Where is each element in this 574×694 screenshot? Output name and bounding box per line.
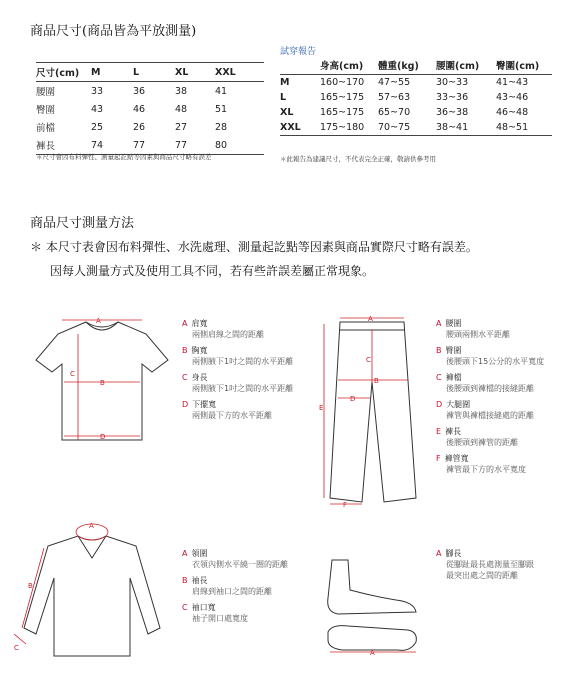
table-row [280,120,552,136]
table-cell: 46~48 [496,107,529,118]
table-row [36,82,264,101]
legend-name: 袖長 [191,576,208,585]
shirt-label-a: A [89,522,94,530]
table-row [36,118,264,136]
legend-item [182,399,302,421]
legend-name: 身長 [191,373,208,382]
legend-item [436,426,572,448]
legend-name: 褲長 [445,427,462,436]
legend-name: 腰圍 [445,319,462,328]
legend-item [182,575,302,597]
legend-item [182,345,302,367]
legend-key: F [436,454,441,463]
pants-label-f: F [343,501,348,508]
shirt-legend [182,548,302,629]
legend-desc: 後腰頭到褲管的距離 [446,438,518,447]
legend-item [436,318,572,340]
legend-desc: 兩側最下方的水平距離 [192,411,272,420]
table-cell: 腰圍 [36,87,56,98]
table-cell: 38 [175,85,188,97]
table-cell: 43 [91,103,104,115]
pants-figure [316,312,434,508]
trial-header [280,56,320,75]
legend-name: 褲管寬 [444,454,469,463]
size-table [36,62,264,155]
legend-name: 腳長 [445,549,462,558]
method-line-1: ＊ 本尺寸表會因布料彈性、水洗處理、測量起訖點等因素與商品實際尺寸略有誤差。 [30,240,478,254]
table-cell: 臀圍 [36,105,56,116]
size-header: XL [175,66,189,78]
table-cell: M [280,77,290,88]
table-cell: 77 [175,139,188,151]
legend-key: C [182,373,188,382]
legend-name: 袖口寬 [191,603,216,612]
trial-header: 體重(kg) [378,61,419,72]
table-row [280,90,552,105]
size-header: L [133,66,140,78]
pants-legend [436,318,572,480]
legend-item [182,318,302,340]
legend-name: 領圍 [191,549,208,558]
tshirt-label-c: C [70,370,75,378]
shirt-label-b: B [28,582,33,590]
legend-item [182,602,302,624]
pants-label-b: B [374,377,379,385]
method-title: 商品尺寸測量方法 [30,216,135,231]
legend-desc: 兩側腋下1吋之間的水平距離 [192,384,294,393]
tshirt-label-d: D [100,433,106,441]
size-note: ＊尺寸會因布料彈性、測量起訖點等因素與商品尺寸略有誤差 [36,153,212,161]
table-cell: 74 [91,139,104,151]
table-cell: 前檔 [36,123,56,134]
table-cell: 27 [175,121,188,133]
pants-label-e: E [319,404,324,412]
legend-key: A [182,319,188,328]
table-cell: 77 [133,139,146,151]
trial-header: 臀圍(cm) [496,61,540,72]
pants-label-a: A [368,315,373,323]
legend-key: E [436,427,442,436]
legend-key: C [182,603,188,612]
legend-key: A [182,549,188,558]
table-row [36,100,264,118]
legend-item [436,453,572,475]
legend-key: D [436,400,443,409]
table-cell: 43~46 [496,92,529,103]
table-cell: 41 [215,85,228,97]
table-cell: 36~38 [436,107,469,118]
table-cell: 33 [91,85,104,97]
table-cell: L [280,92,287,103]
table-cell: XXL [280,122,301,133]
legend-desc: 兩側腋下1吋之間的水平距離 [192,357,294,366]
legend-item [436,345,572,367]
table-cell: 51 [215,103,228,115]
table-cell: XL [280,107,294,118]
table-cell: 165~175 [320,107,365,118]
legend-name: 下擺寬 [192,400,217,409]
trial-note: ＊此報告為建議尺寸，不代表完全正確，敬請供參考用 [280,155,436,163]
legend-key: C [436,373,442,382]
trial-header: 腰圍(cm) [436,61,480,72]
table-cell: 46 [133,103,146,115]
size-header: M [91,66,101,78]
pants-label-c: C [366,356,371,364]
shirt-figure [8,518,174,658]
legend-item [436,548,572,581]
table-cell: 165~175 [320,92,365,103]
legend-name: 臀圍 [445,346,462,355]
legend-item [436,399,572,421]
tshirt-legend [182,318,302,426]
legend-key: D [182,400,189,409]
tshirt-figure [28,312,176,452]
size-table-title: 商品尺寸(商品皆為平放測量) [30,24,197,39]
legend-desc: 褲管與褲檔接縫處的距離 [446,411,534,420]
table-cell: 28 [215,121,228,133]
legend-name: 胸寬 [191,346,208,355]
legend-desc: 後腰頭到褲檔的接縫距離 [446,384,534,393]
table-cell: 38~41 [436,122,469,133]
table-cell: 65~70 [378,107,411,118]
trial-report-title: 試穿報告 [280,47,317,57]
legend-desc: 褲管最下方的水平寬度 [446,465,526,474]
legend-item [182,548,302,570]
tshirt-label-b: B [100,379,105,387]
pants-label-d: D [350,395,356,403]
legend-name: 大腿圍 [446,400,471,409]
table-cell: 70~75 [378,122,411,133]
legend-desc: 腰頭兩側水平距離 [446,330,510,339]
size-header: XXL [215,66,236,78]
legend-key: B [182,346,188,355]
table-cell: 26 [133,121,146,133]
table-cell: 47~55 [378,77,411,88]
table-cell: 褲長 [36,141,56,152]
trial-table [280,56,552,136]
legend-desc: 袖子開口處寬度 [192,614,248,623]
foot-figure [318,552,436,662]
tshirt-label-a: A [96,317,101,325]
legend-desc: 最突出處之間的距離 [446,571,518,580]
table-cell: 80 [215,139,228,151]
legend-desc: 肩線到袖口之間的距離 [192,587,272,596]
table-cell: 33~36 [436,92,469,103]
table-cell: 57~63 [378,92,411,103]
legend-desc: 從腳趾最長處測量至腳跟 [446,560,534,569]
size-header: 尺寸(cm) [36,68,80,79]
method-line-2: 因每人測量方式及使用工具不同，若有些許誤差屬正常現象。 [50,264,375,278]
legend-item [436,372,572,394]
legend-name: 肩寬 [191,319,208,328]
legend-desc: 後腰頭下15公分的水平寬度 [446,357,545,366]
legend-desc: 衣領內側水平繞一圈的距離 [192,560,288,569]
table-cell: 41~43 [496,77,529,88]
table-row [280,105,552,120]
shirt-label-c: C [14,644,19,652]
foot-label-a: A [370,649,375,657]
table-row [280,75,552,91]
legend-desc: 兩側肩線之間的距離 [192,330,264,339]
table-cell: 48~51 [496,122,529,133]
legend-key: A [436,549,442,558]
table-cell: 30~33 [436,77,469,88]
table-cell: 36 [133,85,146,97]
legend-key: A [436,319,442,328]
trial-header: 身高(cm) [320,61,364,72]
table-cell: 175~180 [320,122,365,133]
table-cell: 48 [175,103,188,115]
foot-legend [436,548,572,586]
legend-name: 褲檔 [445,373,462,382]
legend-key: B [436,346,442,355]
legend-key: B [182,576,188,585]
legend-item [182,372,302,394]
table-cell: 160~170 [320,77,365,88]
table-cell: 25 [91,121,104,133]
